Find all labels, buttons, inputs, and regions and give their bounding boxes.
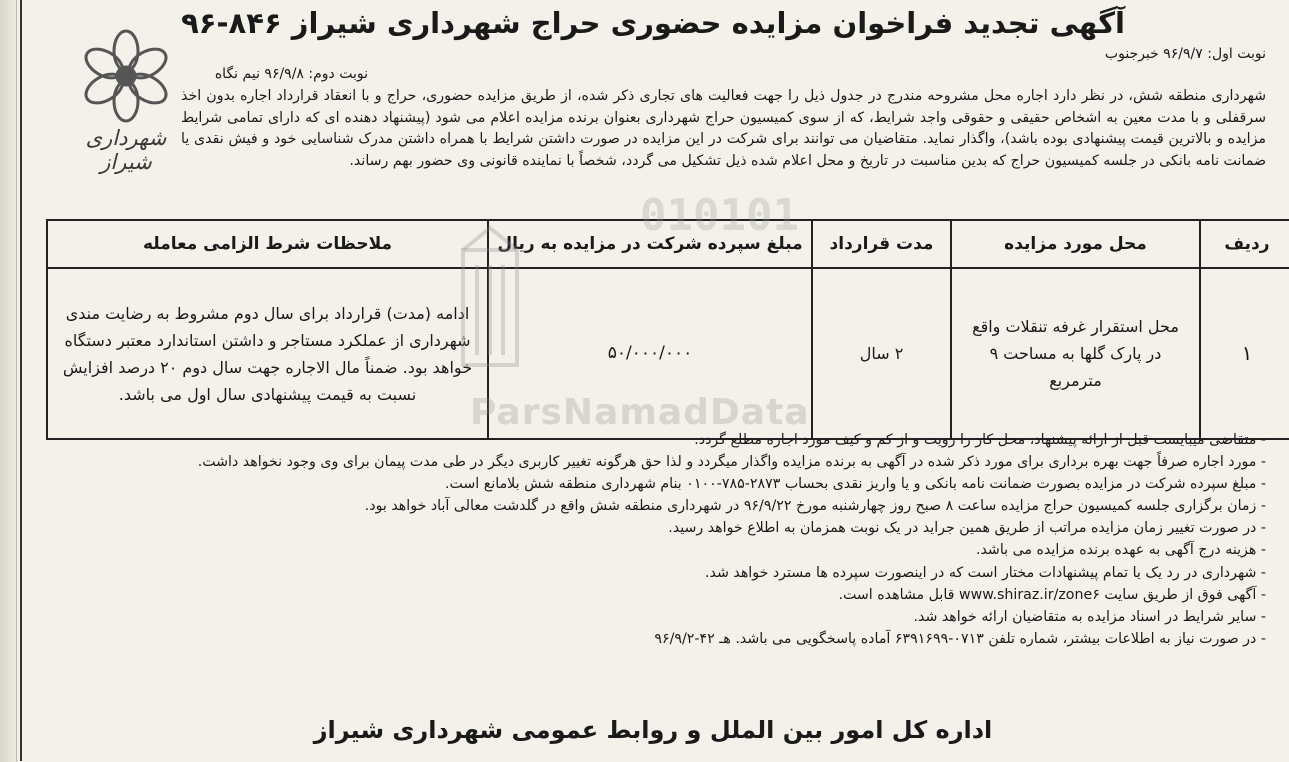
cell-deposit: ۵۰/۰۰۰/۰۰۰ xyxy=(488,268,812,439)
cell-duration: ۲ سال xyxy=(812,268,951,439)
municipality-logo xyxy=(66,26,186,176)
header-row-number: ردیف xyxy=(1200,220,1289,268)
list-item: - سایر شرایط در اسناد مزایده به متقاضیان ارائه خواهد شد. xyxy=(913,608,1266,625)
watermark-text: ParsNamadData xyxy=(470,392,810,433)
table-row xyxy=(47,268,1289,439)
ad-title: آگهی تجدید فراخوان مزایده حضوری حراج شهرداری شیراز ۸۴۶-۹۶ xyxy=(181,6,1125,40)
table-header-row xyxy=(47,220,1289,268)
list-item: - زمان برگزاری جلسه کمیسیون حراج مزایده ساعت ۸ صبح روز چهارشنبه مورخ ۹۶/۹/۲۲ در شهرداری منطقه شش واقع در گلدشت معالی آباد خواهد بود. xyxy=(364,498,1266,515)
cell-notes: ادامه (مدت) قرارداد برای سال دوم مشروط به رضایت مندی شهرداری از عملکرد مستاجر و داشتن استاندارد معتبر دستگاه خواهد بود. ضمناً مال الاجاره جهت سال دوم ۲۰ درصد افزایش نسبت به قیمت پیشنهادی سال اول می باشد. xyxy=(47,268,488,439)
cell-row-number: ۱ xyxy=(1200,268,1289,439)
adjacent-page-edge xyxy=(0,0,17,762)
cell-location: محل استقرار غرفه تنقلات واقع در پارک گلها به مساحت ۹ مترمربع xyxy=(951,268,1200,439)
first-publication-notice: نوبت اول: ۹۶/۹/۷ خبرجنوب xyxy=(1104,46,1266,62)
list-item: - شهرداری در رد یک یا تمام پیشنهادات مختار است که در اینصورت سپرده ها مسترد خواهد شد. xyxy=(705,564,1266,581)
list-item: - مورد اجاره صرفاً جهت بهره برداری برای مورد ذکر شده در آگهی به برنده مزایده واگذار میگردد و لذا حق هرگونه تغییر کاربری دیگر در طی مدت پیمان برای وی وجود نخواهد داشت. xyxy=(197,454,1266,471)
list-item: - مبلغ سپرده شرکت در مزایده بصورت ضمانت نامه بانکی و یا واریز نقدی بحساب ۲۸۷۳-۷۸۵-۰۱۰۰ بنام شهرداری منطقه شش بلامانع است. xyxy=(444,476,1266,493)
header-deposit: مبلغ سپرده شرکت در مزایده به ریال xyxy=(488,220,812,268)
flower-logo-icon xyxy=(66,26,186,126)
header-duration: مدت قرارداد xyxy=(812,220,951,268)
header-notes: ملاحظات شرط الزامی معامله xyxy=(47,220,488,268)
logo-wordmark: شهرداری شیراز xyxy=(85,126,167,174)
list-item: - در صورت نیاز به اطلاعات بیشتر، شماره تلفن ۰۷۱۳-۶۳۹۱۶۹۹ آماده پاسخگویی می باشد. هـ ۴۲-۹۶/۹/۲ xyxy=(654,630,1266,647)
intro-paragraph: شهرداری منطقه شش، در نظر دارد اجاره محل مشروحه مندرج در جدول ذیل را جهت فعالیت های تجاری ذکر شده، از طریق مزایده حضوری، حراج و با انعقاد قرارداد اجاره بدون اخذ سرقفلی و با مدت معین به اشخاص حقیقی و حقوقی واجد شرایط، که از سوی کمیسیون حراج شهرداری بعنوان برنده مزایده اعلام می شود (پیشنهاد دهنده ای که دارای تمامی شرایط مزایده و بالاترین قیمت پیشنهادی بوده باشد)، واگذار نماید. متقاضیان می توانند برای شرکت در این مزایده در صورت داشتن شرایط با همراه داشتن مدرک شناسایی خود و فیش نقدی یا ضمانت نامه بانکی در جلسه کمیسیون حراج که بدین مناسبت در تاریخ و محل اعلام شده ذیل تشکیل می گردد، شخصاً با نماینده قانونی وی حضور بهم رساند. xyxy=(181,88,1266,169)
list-item: - هزینه درج آگهی به عهده برنده مزایده می باشد. xyxy=(975,542,1266,559)
second-publication-notice: نوبت دوم: ۹۶/۹/۸ نیم نگاه xyxy=(214,66,368,82)
list-item: - در صورت تغییر زمان مزایده مراتب از طریق همین جراید در یک نوبت همزمان به اطلاع خواهد رسید. xyxy=(668,520,1266,537)
list-item: - متقاضی میبایست قبل از ارائه پیشنهاد، محل کار را رویت و از کم و کیف مورد اجاره مطلع گردد. xyxy=(694,432,1266,448)
issuer-signature: اداره کل امور بین الملل و روابط عمومی شهرداری شیراز xyxy=(313,716,993,744)
ad-frame xyxy=(20,0,1284,761)
header-location: محل مورد مزایده xyxy=(951,220,1200,268)
watermark-binary: 010101 xyxy=(640,190,799,241)
list-item: - آگهی فوق از طریق سایت www.shiraz.ir/zone۶ قابل مشاهده است. xyxy=(838,586,1266,603)
conditions-list xyxy=(26,429,1266,650)
auction-table xyxy=(46,219,1289,440)
